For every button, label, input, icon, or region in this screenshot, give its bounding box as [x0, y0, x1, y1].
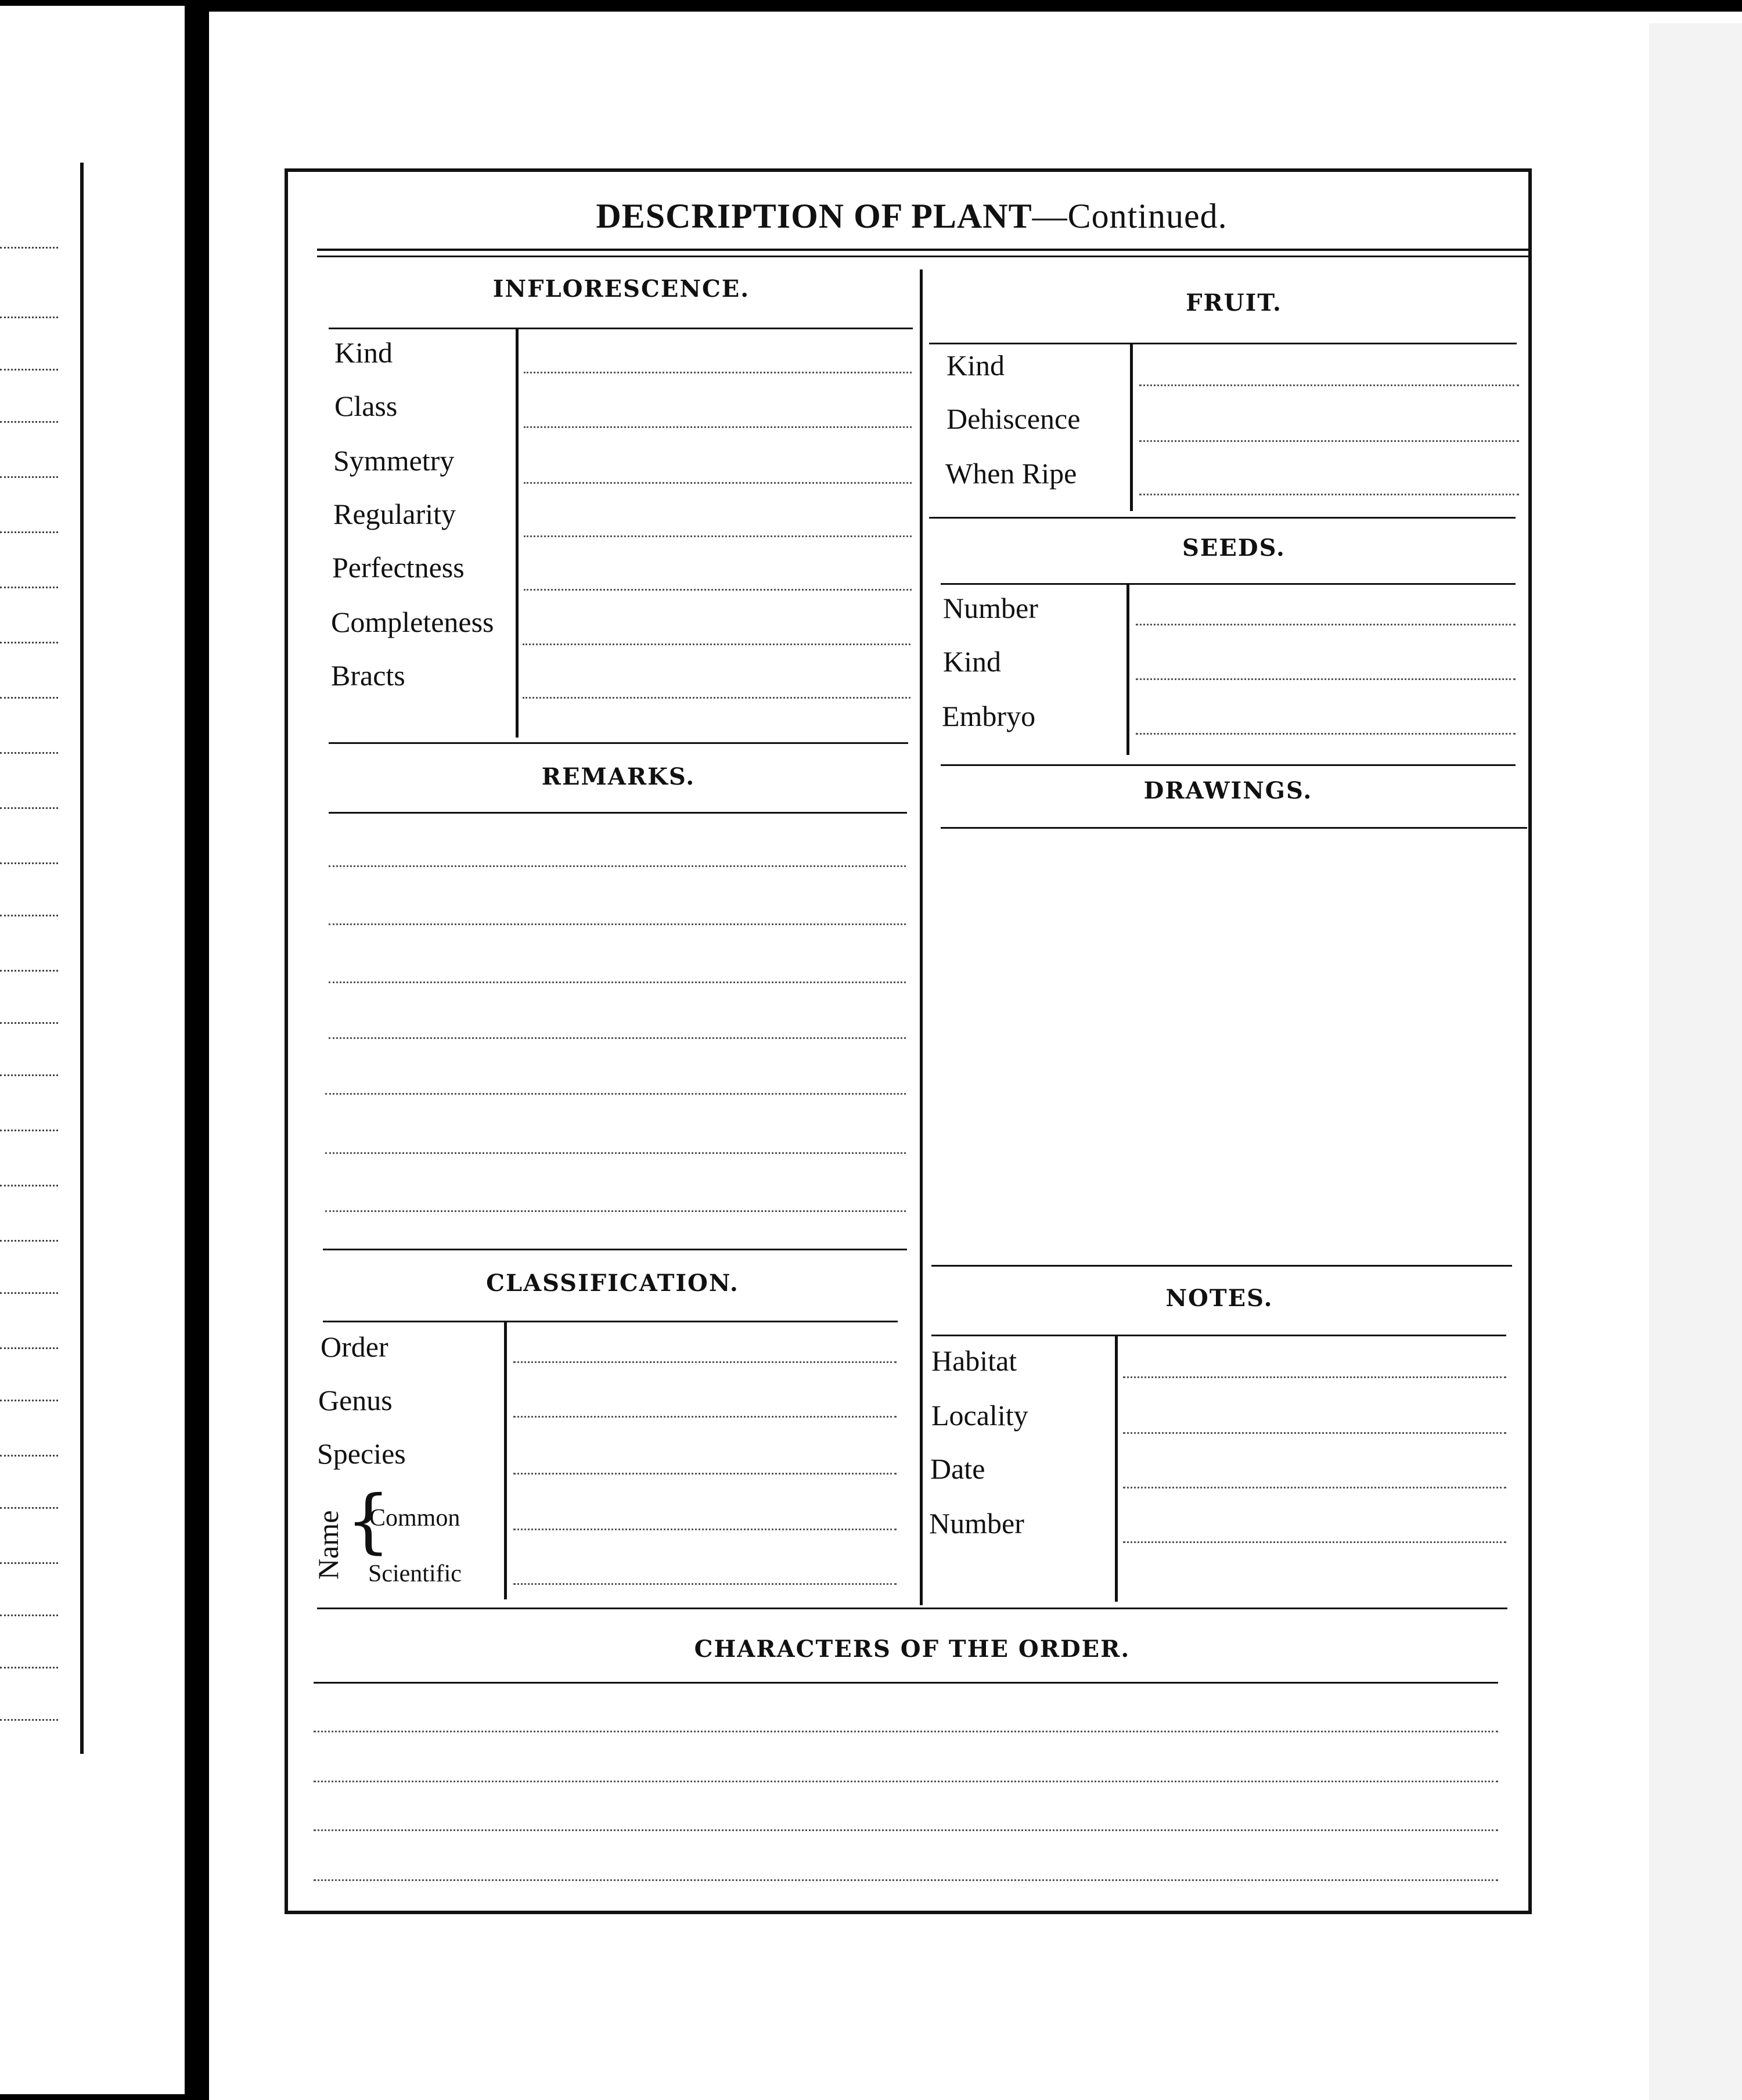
inflorescence-regularity-label: Regularity — [333, 498, 456, 530]
fruit-when-ripe-line[interactable] — [1139, 494, 1519, 495]
notes-habitat-line[interactable] — [1123, 1376, 1506, 1378]
seeds-embryo-line[interactable] — [1136, 733, 1516, 735]
inflorescence-class-label: Class — [334, 390, 398, 422]
left-page-dotted-line — [0, 369, 58, 371]
classification-heading: CLASSIFICATION. — [486, 1270, 739, 1297]
left-page-dotted-line — [0, 1130, 58, 1131]
remarks-line[interactable] — [329, 1037, 906, 1039]
left-page-dotted-line — [0, 247, 58, 249]
left-page-dotted-line — [0, 1292, 58, 1294]
notes-number-label: Number — [929, 1507, 1024, 1540]
drawings-rule — [941, 827, 1527, 829]
remarks-rule — [329, 812, 907, 814]
notes-number-line[interactable] — [1123, 1541, 1506, 1543]
remarks-line[interactable] — [325, 1093, 906, 1095]
fruit-bottom-rule — [929, 517, 1516, 519]
characters-line[interactable] — [314, 1829, 1498, 1831]
classification-label-divider — [504, 1321, 507, 1599]
inflorescence-completeness-line[interactable] — [523, 643, 910, 645]
classification-order-label: Order — [321, 1331, 388, 1363]
left-page-dotted-line — [0, 642, 58, 643]
fruit-rule — [929, 343, 1517, 344]
classification-common-line[interactable] — [513, 1529, 897, 1530]
inflorescence-symmetry-line[interactable] — [524, 482, 912, 484]
left-page-dotted-line — [0, 317, 58, 318]
left-page-dotted-line — [0, 970, 58, 972]
inflorescence-bracts-line[interactable] — [523, 697, 910, 699]
seeds-number-line[interactable] — [1136, 624, 1516, 625]
inflorescence-perfectness-label: Perfectness — [332, 551, 465, 584]
seeds-kind-label: Kind — [943, 645, 1001, 678]
notes-heading: NOTES. — [1165, 1285, 1273, 1312]
inflorescence-bracts-label: Bracts — [331, 659, 405, 692]
left-page-dotted-line — [0, 1455, 58, 1457]
left-page-dotted-line — [0, 1400, 58, 1401]
left-page-dotted-line — [0, 697, 58, 699]
inflorescence-label-divider — [516, 328, 519, 738]
left-page-dotted-line — [0, 862, 58, 864]
characters-line[interactable] — [314, 1781, 1498, 1782]
center-divider — [920, 269, 923, 1605]
notes-date-line[interactable] — [1123, 1487, 1506, 1488]
classification-order-line[interactable] — [513, 1361, 897, 1363]
notes-rule — [931, 1335, 1506, 1336]
left-page-dotted-line — [0, 752, 58, 754]
classification-common-label: Common — [369, 1505, 460, 1531]
drawings-heading: DRAWINGS. — [1143, 777, 1313, 804]
title-rule — [317, 249, 1529, 251]
drawings-bottom-rule — [931, 1265, 1512, 1267]
classification-name-label: Name — [312, 1510, 344, 1580]
left-page-dotted-line — [0, 1185, 58, 1186]
title-rule — [317, 256, 1529, 257]
fruit-dehiscence-line[interactable] — [1139, 440, 1519, 442]
remarks-line[interactable] — [325, 1152, 906, 1154]
left-page-dotted-line — [0, 1347, 58, 1349]
notes-label-divider — [1115, 1335, 1118, 1602]
drawings-area[interactable] — [941, 830, 1527, 1260]
title-main: DESCRIPTION OF PLANT — [596, 197, 1032, 235]
characters-line[interactable] — [314, 1731, 1498, 1732]
notes-locality-line[interactable] — [1123, 1432, 1506, 1434]
left-page-dotted-line — [0, 915, 58, 916]
page-title — [348, 196, 1475, 236]
inflorescence-bottom-rule — [329, 742, 908, 744]
inflorescence-kind-line[interactable] — [524, 372, 912, 373]
inflorescence-rule — [329, 328, 913, 329]
classification-genus-line[interactable] — [513, 1416, 897, 1418]
seeds-kind-line[interactable] — [1136, 678, 1516, 680]
fruit-kind-line[interactable] — [1139, 384, 1519, 386]
left-page-dotted-line — [0, 1562, 58, 1564]
inflorescence-perfectness-line[interactable] — [524, 589, 912, 591]
inflorescence-completeness-label: Completeness — [331, 606, 494, 638]
characters-line[interactable] — [314, 1879, 1498, 1881]
left-page-dotted-line — [0, 531, 58, 533]
classification-notes-bottom-rule — [317, 1608, 1507, 1609]
remarks-line[interactable] — [329, 981, 906, 983]
inflorescence-kind-label: Kind — [334, 336, 393, 369]
fruit-label-divider — [1130, 343, 1133, 511]
remarks-heading: REMARKS. — [541, 763, 696, 790]
seeds-embryo-label: Embryo — [942, 700, 1036, 732]
seeds-label-divider — [1126, 583, 1129, 755]
classification-rule — [323, 1321, 898, 1322]
left-page-dotted-line — [0, 587, 58, 588]
left-page-dotted-line — [0, 421, 58, 423]
left-page-dotted-line — [0, 1022, 58, 1024]
inflorescence-heading: INFLORESCENCE. — [492, 275, 750, 303]
left-page-frame — [0, 163, 84, 1754]
name-brace-icon: { — [346, 1481, 391, 1562]
classification-genus-label: Genus — [318, 1384, 393, 1416]
notes-habitat-label: Habitat — [931, 1344, 1017, 1377]
remarks-line[interactable] — [325, 1210, 906, 1212]
title-continued: —Continued. — [1032, 197, 1228, 235]
notes-locality-label: Locality — [931, 1399, 1028, 1432]
left-page-dotted-line — [0, 1507, 58, 1509]
left-page-dotted-line — [0, 1719, 58, 1721]
left-page-dotted-line — [0, 476, 58, 478]
left-page — [0, 6, 185, 2094]
page-edge-shadow — [1649, 23, 1742, 2100]
classification-species-line[interactable] — [513, 1473, 897, 1475]
left-page-dotted-line — [0, 1667, 58, 1669]
characters-rule — [314, 1682, 1498, 1684]
left-page-dotted-line — [0, 807, 58, 809]
left-page-dotted-line — [0, 1074, 58, 1076]
classification-scientific-label: Scientific — [368, 1560, 462, 1587]
fruit-dehiscence-label: Dehiscence — [946, 402, 1081, 435]
remarks-line[interactable] — [329, 923, 906, 925]
remarks-bottom-rule — [323, 1249, 907, 1250]
seeds-number-label: Number — [943, 592, 1038, 624]
seeds-rule — [941, 583, 1516, 585]
classification-scientific-line[interactable] — [513, 1583, 897, 1585]
inflorescence-regularity-line[interactable] — [524, 535, 912, 537]
left-page-dotted-line — [0, 1240, 58, 1242]
notes-date-label: Date — [930, 1452, 985, 1485]
left-page-dotted-line — [0, 1614, 58, 1616]
remarks-line[interactable] — [329, 865, 906, 867]
inflorescence-class-line[interactable] — [524, 426, 912, 428]
fruit-heading: FRUIT. — [1186, 289, 1282, 317]
fruit-kind-label: Kind — [946, 349, 1005, 382]
characters-heading: CHARACTERS OF THE ORDER. — [694, 1635, 1131, 1663]
fruit-when-ripe-label: When Ripe — [945, 457, 1077, 490]
classification-species-label: Species — [317, 1437, 406, 1470]
inflorescence-symmetry-label: Symmetry — [333, 444, 455, 477]
seeds-heading: SEEDS. — [1182, 534, 1286, 562]
seeds-bottom-rule — [941, 764, 1516, 766]
